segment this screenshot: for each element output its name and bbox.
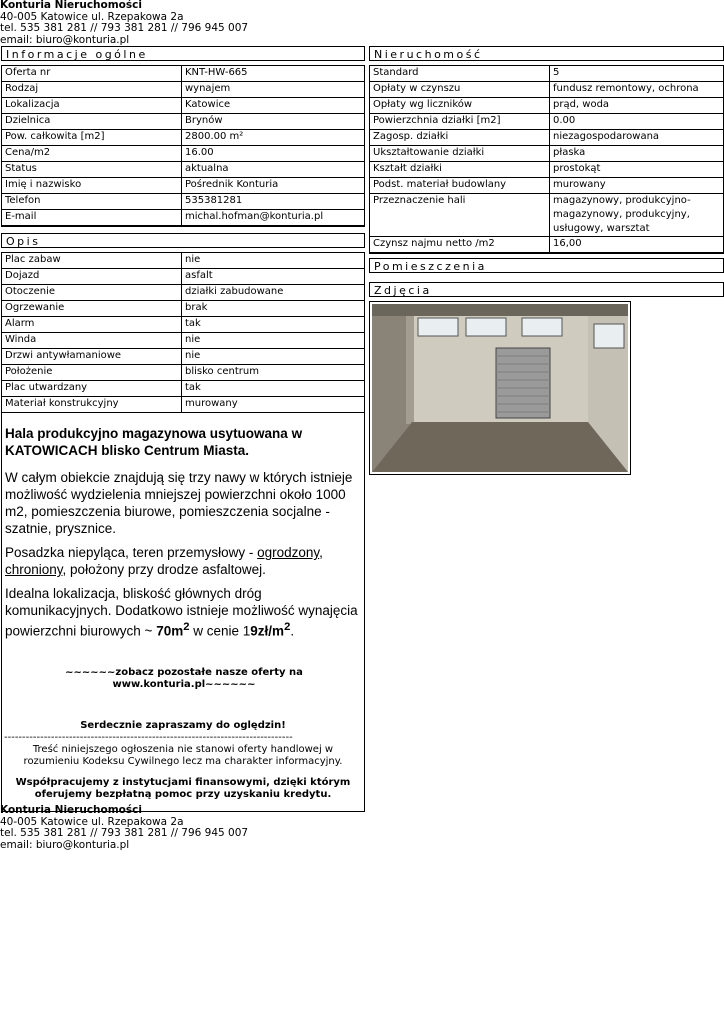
table-row bbox=[370, 146, 723, 162]
row-value: murowany bbox=[182, 397, 364, 413]
section-title-property: Nieruchomość bbox=[369, 46, 724, 61]
row-label: Status bbox=[2, 162, 182, 178]
row-value: nie bbox=[182, 349, 364, 365]
table-row bbox=[2, 301, 364, 317]
p2-text-a: Posadzka niepyląca, teren przemysłowy - bbox=[5, 545, 258, 560]
row-value: prąd, woda bbox=[550, 98, 723, 114]
general-table bbox=[2, 66, 364, 226]
row-value: Brynów bbox=[182, 114, 364, 130]
row-value: michal.hofman@konturia.pl bbox=[182, 210, 364, 226]
row-label: Winda bbox=[2, 333, 182, 349]
p2-underline-2: chroniony bbox=[5, 562, 63, 577]
row-label: Oferta nr bbox=[2, 66, 182, 82]
row-value: płaska bbox=[550, 146, 723, 162]
warehouse-photo[interactable] bbox=[372, 304, 628, 472]
row-label: Drzwi antywłamaniowe bbox=[2, 349, 182, 365]
table-row bbox=[2, 162, 364, 178]
footer-company-phones: tel. 535 381 281 // 793 381 281 // 796 945 007 bbox=[0, 827, 249, 839]
table-row bbox=[370, 130, 723, 146]
row-value: KNT-HW-665 bbox=[182, 66, 364, 82]
p2-text-c: , położony przy drodze asfaltowej. bbox=[62, 562, 266, 577]
row-label: Ukształtowanie działki bbox=[370, 146, 550, 162]
description-paragraph-1: W całym obiekcie znajdują się trzy nawy w których istnieje możliwość wydzielenia mniejszej powierzchni około 1000 m2, pomieszczenia biurowe, pomieszczenia socjalne - szatnie, prysznice. bbox=[5, 470, 353, 536]
right-column bbox=[369, 46, 724, 475]
table-row bbox=[2, 349, 364, 365]
table-row bbox=[2, 194, 364, 210]
footer-company-name: Konturia Nieruchomości bbox=[0, 804, 142, 816]
row-label: Opłaty w czynszu bbox=[370, 82, 550, 98]
row-label: Telefon bbox=[2, 194, 182, 210]
row-label: Plac zabaw bbox=[2, 253, 182, 269]
table-row bbox=[2, 98, 364, 114]
table-row bbox=[2, 365, 364, 381]
section-title-rooms: Pomieszczenia bbox=[369, 258, 724, 273]
row-label: E-mail bbox=[2, 210, 182, 226]
row-value: działki zabudowane bbox=[182, 285, 364, 301]
row-label: Standard bbox=[370, 66, 550, 82]
row-value: aktualna bbox=[182, 162, 364, 178]
section-title-photos: Zdjęcia bbox=[369, 282, 724, 297]
p3-text: Idealna lokalizacja, bliskość głównych dróg komunikacyjnych. Dodatkowo istnieje możliwość wynajęcia powierzchni biurowych ~ bbox=[5, 586, 358, 639]
credit-text: Współpracujemy z instytucjami finansowymi, dzięki którym oferujemy bezpłatną pomoc przy uzyskaniu kredytu. bbox=[15, 777, 351, 800]
row-value: murowany bbox=[550, 178, 723, 194]
p2-text-b: , bbox=[319, 545, 323, 560]
footer-company-address: 40-005 Katowice ul. Rzepakowa 2a bbox=[0, 815, 184, 828]
table-row bbox=[2, 397, 364, 413]
opis-box bbox=[1, 252, 365, 812]
table-row bbox=[370, 66, 723, 82]
table-row bbox=[2, 317, 364, 333]
left-column bbox=[1, 46, 365, 812]
description bbox=[2, 413, 364, 640]
row-label: Dojazd bbox=[2, 269, 182, 285]
table-row bbox=[2, 285, 364, 301]
table-row bbox=[370, 98, 723, 114]
p2-underline-1: ogrodzony bbox=[257, 545, 320, 560]
row-label: Cena/m2 bbox=[2, 146, 182, 162]
header bbox=[0, 0, 248, 46]
property-info-table bbox=[369, 65, 724, 254]
row-value: 16.00 bbox=[182, 146, 364, 162]
row-value: fundusz remontowy, ochrona bbox=[550, 82, 723, 98]
table-row bbox=[2, 333, 364, 349]
p3-mid: w cenie 1 bbox=[189, 623, 251, 639]
row-value: nie bbox=[182, 333, 364, 349]
description-paragraph-3 bbox=[5, 585, 360, 640]
property-table bbox=[370, 66, 723, 253]
row-value: wynajem bbox=[182, 82, 364, 98]
row-value: Katowice bbox=[182, 98, 364, 114]
p3-area: 70m bbox=[156, 623, 184, 639]
row-label: Podst. materiał budowlany bbox=[370, 178, 550, 194]
p3-sup-1: 2 bbox=[183, 621, 190, 633]
row-value: blisko centrum bbox=[182, 365, 364, 381]
opis-table bbox=[2, 253, 364, 413]
company-email: email: biuro@konturia.pl bbox=[0, 33, 130, 46]
row-label: Czynsz najmu netto /m2 bbox=[370, 237, 550, 253]
table-row bbox=[2, 82, 364, 98]
table-row bbox=[370, 237, 723, 253]
row-label: Plac utwardzany bbox=[2, 381, 182, 397]
row-value: tak bbox=[182, 317, 364, 333]
row-value: tak bbox=[182, 381, 364, 397]
general-info-table bbox=[1, 65, 365, 227]
row-label: Dzielnica bbox=[2, 114, 182, 130]
table-row bbox=[2, 146, 364, 162]
row-label: Imię i nazwisko bbox=[2, 178, 182, 194]
table-row bbox=[370, 114, 723, 130]
section-title-general: Informacje ogólne bbox=[1, 46, 365, 61]
table-row bbox=[370, 82, 723, 98]
promo-text: ~~~~~~zobacz pozostałe nasze oferty na www.konturia.pl~~~~~~ bbox=[65, 667, 303, 690]
row-label: Ogrzewanie bbox=[2, 301, 182, 317]
row-value: prostokąt bbox=[550, 162, 723, 178]
row-label: Pow. całkowita [m2] bbox=[2, 130, 182, 146]
row-label: Zagosp. działki bbox=[370, 130, 550, 146]
company-phones: tel. 535 381 281 // 793 381 281 // 796 945 007 bbox=[0, 22, 249, 34]
row-value: magazynowy, produkcyjno-magazynowy, produkcyjny, usługowy, warsztat bbox=[550, 194, 723, 237]
table-row bbox=[2, 130, 364, 146]
row-value: asfalt bbox=[182, 269, 364, 285]
table-row bbox=[2, 178, 364, 194]
row-label: Lokalizacja bbox=[2, 98, 182, 114]
row-label: Otoczenie bbox=[2, 285, 182, 301]
row-value: brak bbox=[182, 301, 364, 317]
table-row bbox=[2, 253, 364, 269]
row-value: 2800.00 m² bbox=[182, 130, 364, 146]
row-label: Opłaty wg liczników bbox=[370, 98, 550, 114]
row-value: 535381281 bbox=[182, 194, 364, 210]
row-value: nie bbox=[182, 253, 364, 269]
row-label: Położenie bbox=[2, 365, 182, 381]
row-value: 16,00 bbox=[550, 237, 723, 253]
p3-sup-2: 2 bbox=[284, 621, 291, 633]
footer bbox=[0, 805, 248, 851]
invite-text: Serdecznie zapraszamy do oględzin! bbox=[80, 720, 286, 731]
row-value: niezagospodarowana bbox=[550, 130, 723, 146]
disclaimer-text: Treść niniejszego ogłoszenia nie stanowi oferty handlowej w rozumieniu Kodeksu Cywilnego lecz ma charakter informacyjny. bbox=[23, 744, 343, 767]
description-paragraph-2 bbox=[5, 544, 360, 578]
company-address: 40-005 Katowice ul. Rzepakowa 2a bbox=[0, 10, 184, 23]
company-name: Konturia Nieruchomości bbox=[0, 0, 142, 11]
photo-frame bbox=[369, 301, 631, 475]
table-row bbox=[2, 66, 364, 82]
table-row bbox=[2, 381, 364, 397]
footer-company-email: email: biuro@konturia.pl bbox=[0, 838, 130, 851]
p3-price: 9zł/m bbox=[250, 623, 285, 639]
table-row bbox=[370, 178, 723, 194]
table-row bbox=[2, 210, 364, 226]
row-label: Kształt działki bbox=[370, 162, 550, 178]
dashed-divider: -------------------------------------------------------------------------------- bbox=[4, 732, 293, 743]
description-headline: Hala produkcyjno magazynowa usytuowana w KATOWICACH blisko Centrum Miasta. bbox=[5, 426, 303, 458]
table-row bbox=[370, 194, 723, 237]
p3-end: . bbox=[290, 623, 295, 639]
row-label: Przeznaczenie hali bbox=[370, 194, 550, 237]
row-label: Powierzchnia działki [m2] bbox=[370, 114, 550, 130]
row-label: Alarm bbox=[2, 317, 182, 333]
row-value: 0.00 bbox=[550, 114, 723, 130]
table-row bbox=[2, 269, 364, 285]
table-row bbox=[2, 114, 364, 130]
row-value: 5 bbox=[550, 66, 723, 82]
row-label: Rodzaj bbox=[2, 82, 182, 98]
row-label: Materiał konstrukcyjny bbox=[2, 397, 182, 413]
row-value: Pośrednik Konturia bbox=[182, 178, 364, 194]
section-title-opis: Opis bbox=[1, 233, 365, 248]
table-row bbox=[370, 162, 723, 178]
